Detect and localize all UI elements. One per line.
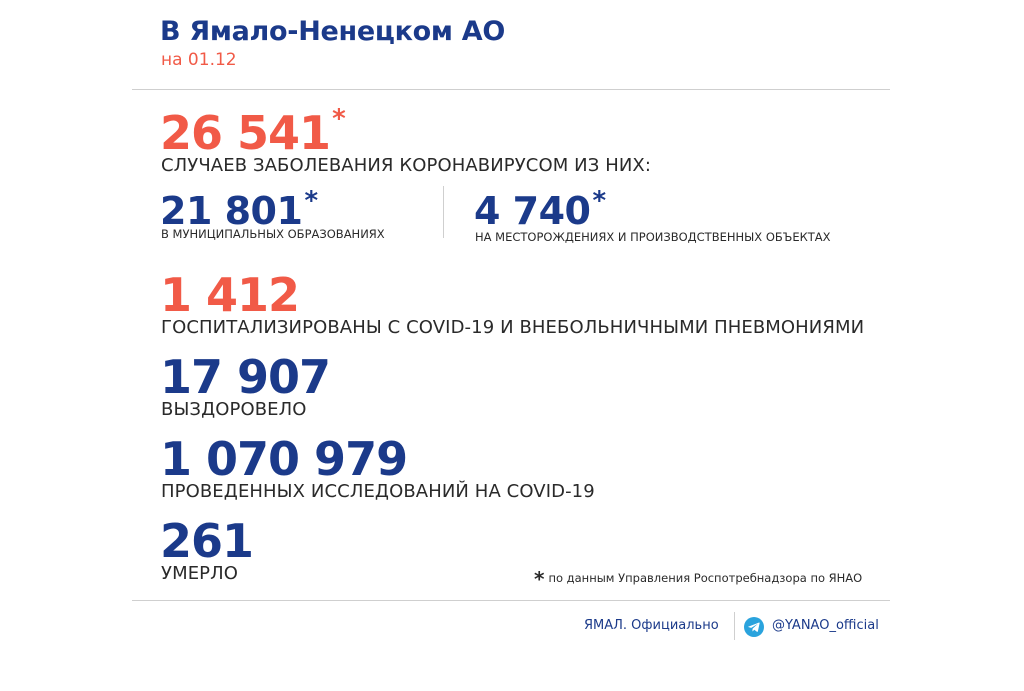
fields-value <box>474 186 606 233</box>
date-label: на 01.12 <box>161 50 237 70</box>
hospitalized-value: 1 412 <box>160 268 300 322</box>
footer-divider <box>734 612 735 640</box>
deaths-label: УМЕРЛО <box>161 563 239 584</box>
footnote <box>534 563 863 591</box>
fields-number: 4 740 <box>474 189 591 233</box>
fields-label: НА МЕСТОРОЖДЕНИЯХ И ПРОИЗВОДСТВЕННЫХ ОБЪЕКТАХ <box>475 230 831 244</box>
cases-label: СЛУЧАЕВ ЗАБОЛЕВАНИЯ КОРОНАВИРУСОМ ИЗ НИХ: <box>161 155 652 176</box>
footnote-text: по данным Управления Роспотребнадзора по ЯНАО <box>548 571 863 585</box>
recovered-label: ВЫЗДОРОВЕЛО <box>161 399 307 420</box>
hospitalized-label: ГОСПИТАЛИЗИРОВАНЫ С COVID-19 И ВНЕБОЛЬНИЧНЫМИ ПНЕВМОНИЯМИ <box>161 317 865 338</box>
fields-star: * <box>592 186 606 216</box>
vertical-divider <box>443 186 444 238</box>
deaths-value: 261 <box>160 514 254 568</box>
recovered-value: 17 907 <box>160 350 331 404</box>
cases-value <box>160 104 345 160</box>
municipal-star: * <box>304 186 318 216</box>
municipal-value <box>160 186 318 233</box>
footnote-star: * <box>534 567 545 591</box>
top-divider <box>132 89 890 90</box>
tests-label: ПРОВЕДЕННЫХ ИССЛЕДОВАНИЙ НА COVID-19 <box>161 481 595 502</box>
telegram-icon[interactable] <box>744 617 764 637</box>
tests-value: 1 070 979 <box>160 432 408 486</box>
page-title: В Ямало-Ненецком АО <box>160 16 505 47</box>
cases-number: 26 541 <box>160 106 331 160</box>
telegram-handle[interactable]: @YANAO_official <box>772 618 879 633</box>
municipal-label: В МУНИЦИПАЛЬНЫХ ОБРАЗОВАНИЯХ <box>161 227 385 241</box>
cases-star: * <box>332 104 345 134</box>
footer-brand[interactable]: ЯМАЛ. Официально <box>584 618 719 633</box>
municipal-number: 21 801 <box>160 189 303 233</box>
bottom-divider <box>132 600 890 601</box>
